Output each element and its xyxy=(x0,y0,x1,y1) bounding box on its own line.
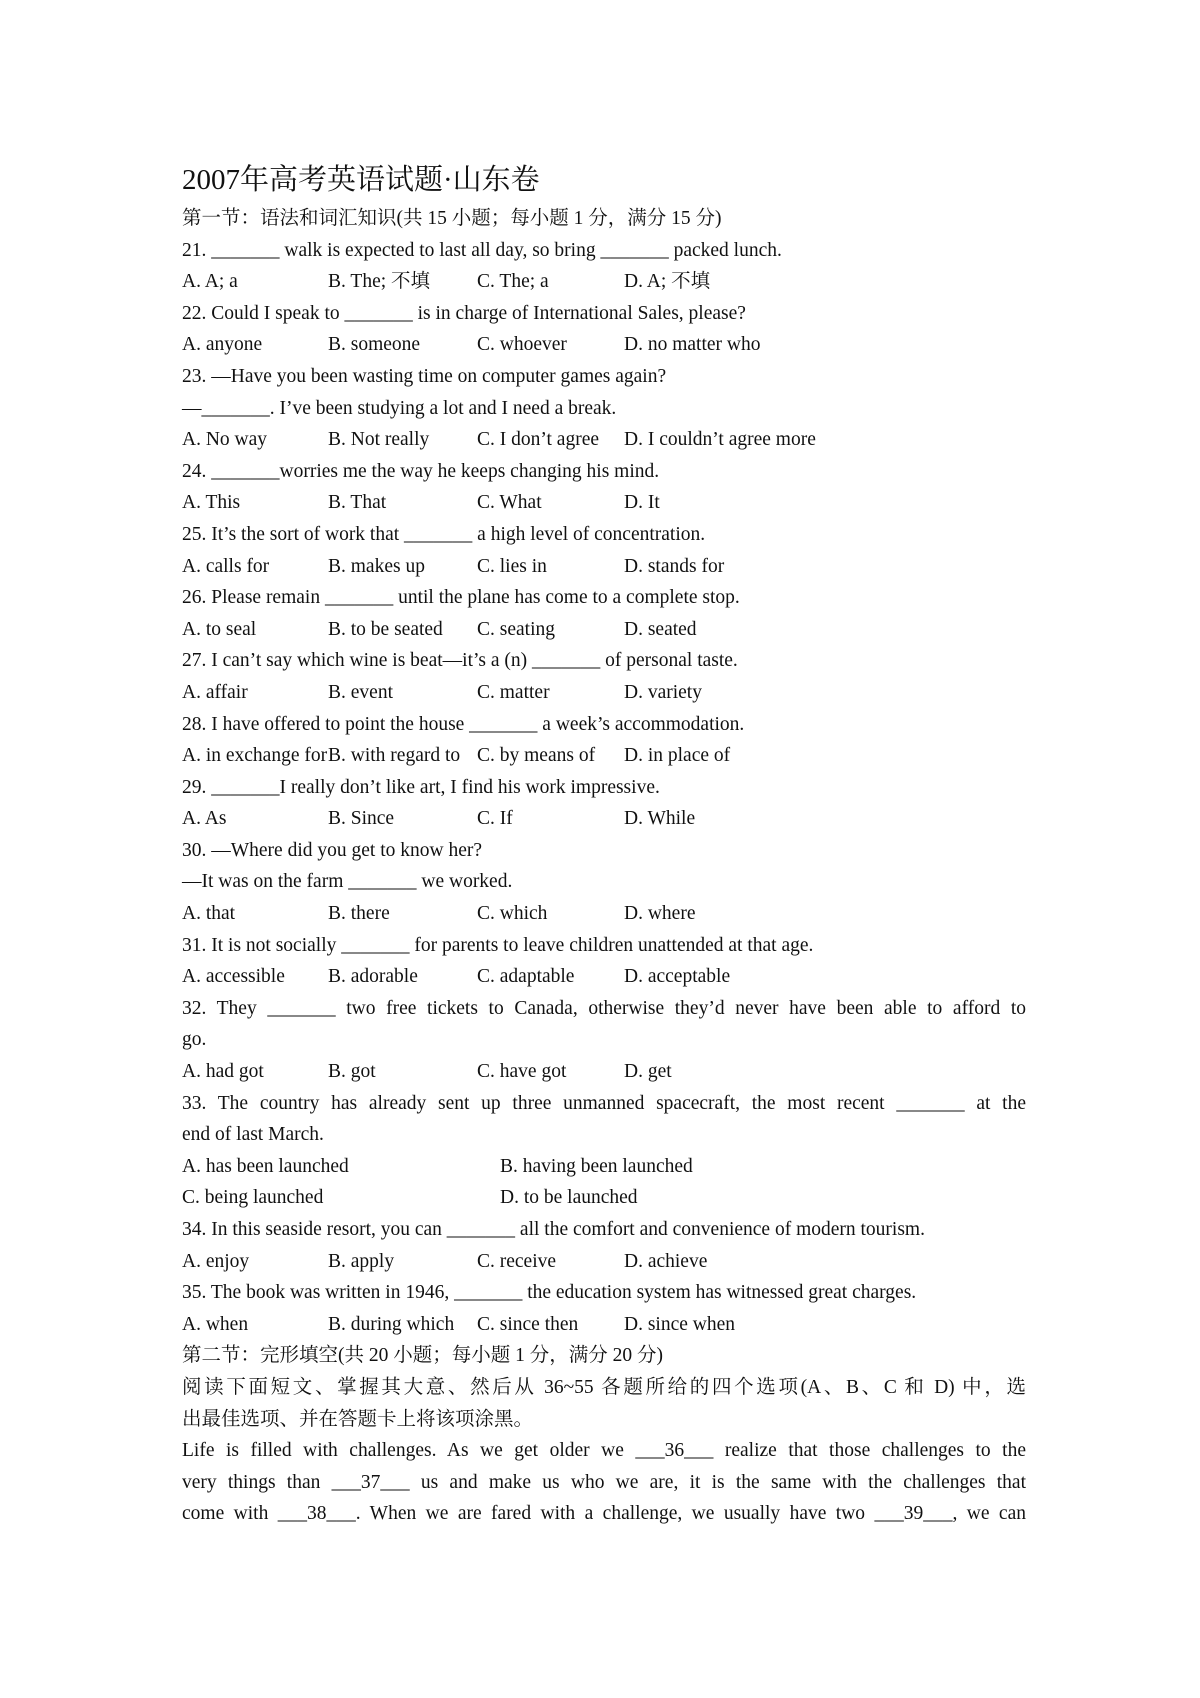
options-row xyxy=(182,740,1026,772)
passage-line-1: Life is filled with challenges. As we get older we ___36___ realize that those challenges to the xyxy=(182,1440,1026,1462)
option-b[interactable]: B. there xyxy=(328,903,390,925)
option-a[interactable]: A. No way xyxy=(182,429,268,451)
option-b[interactable]: B. got xyxy=(328,1061,376,1083)
option-d[interactable]: D. acceptable xyxy=(624,966,731,988)
question-stem: 27. I can’t say which wine is beat—it’s a (n) _______ of personal taste. xyxy=(182,650,738,672)
option-c[interactable]: C. by means of xyxy=(477,745,596,767)
options-row xyxy=(182,1246,1026,1278)
option-c[interactable]: C. matter xyxy=(477,681,550,703)
question-28 xyxy=(182,709,1026,772)
option-c[interactable]: C. seating xyxy=(477,618,555,640)
question-list xyxy=(182,235,1026,1341)
option-d[interactable]: D. no matter who xyxy=(624,334,761,356)
options-row xyxy=(182,424,1026,456)
question-30 xyxy=(182,835,1026,930)
question-34 xyxy=(182,1214,1026,1277)
option-b[interactable]: B. makes up xyxy=(328,555,425,577)
options-row xyxy=(182,1309,1026,1341)
options-row xyxy=(182,677,1026,709)
option-d[interactable]: D. since when xyxy=(624,1313,736,1335)
option-c[interactable]: C. whoever xyxy=(477,334,567,356)
option-d[interactable]: D. in place of xyxy=(624,745,731,767)
question-stem: 24. _______worries me the way he keeps changing his mind. xyxy=(182,460,660,482)
passage-line-3: come with ___38___. When we are fared with a challenge, we usually have two ___39___, we can xyxy=(182,1503,1026,1525)
option-c[interactable]: C. have got xyxy=(477,1061,567,1083)
question-stem: —_______. I’ve been studying a lot and I need a break. xyxy=(182,397,617,419)
options-row xyxy=(182,266,1026,298)
options-row xyxy=(182,551,1026,583)
option-b[interactable]: B. Since xyxy=(328,808,395,830)
option-b[interactable]: B. The; 不填 xyxy=(328,271,431,293)
option-d[interactable]: D. get xyxy=(624,1061,672,1083)
option-b[interactable]: B. having been launched xyxy=(500,1155,693,1177)
option-c[interactable]: C. I don’t agree xyxy=(477,429,600,451)
question-23 xyxy=(182,361,1026,456)
option-c[interactable]: C. What xyxy=(477,492,542,514)
question-31 xyxy=(182,930,1026,993)
question-27 xyxy=(182,645,1026,708)
option-b[interactable]: B. apply xyxy=(328,1250,395,1272)
option-b[interactable]: B. to be seated xyxy=(328,618,443,640)
question-29 xyxy=(182,772,1026,835)
option-b[interactable]: B. with regard to xyxy=(328,745,461,767)
option-b[interactable]: B. adorable xyxy=(328,966,418,988)
option-c[interactable]: C. since then xyxy=(477,1313,579,1335)
option-a[interactable]: A. in exchange for xyxy=(182,745,328,767)
instructions-line-1: 阅读下面短文、掌握其大意、然后从 36~55 各题所给的四个选项(A、B、C 和 D) 中，选 xyxy=(182,1376,1026,1398)
option-a[interactable]: A. has been launched xyxy=(182,1155,349,1177)
question-stem: go. xyxy=(182,1029,207,1051)
options-row xyxy=(182,614,1026,646)
question-32 xyxy=(182,993,1026,1088)
option-d[interactable]: D. A; 不填 xyxy=(624,271,711,293)
question-stem: 30. —Where did you get to know her? xyxy=(182,839,483,861)
option-d[interactable]: D. seated xyxy=(624,618,697,640)
question-stem: end of last March. xyxy=(182,1124,324,1146)
question-stem: 26. Please remain _______ until the plane has come to a complete stop. xyxy=(182,587,740,609)
option-a[interactable]: A. affair xyxy=(182,681,248,703)
page-title: 2007年高考英语试题·山东卷 xyxy=(182,164,540,196)
instructions-line-2: 出最佳选项、并在答题卡上将该项涂黑。 xyxy=(182,1408,534,1430)
options-row xyxy=(182,329,1026,361)
question-stem: 34. In this seaside resort, you can _______ all the comfort and convenience of modern tourism. xyxy=(182,1219,925,1240)
options-row xyxy=(182,961,1026,993)
option-a[interactable]: A. anyone xyxy=(182,334,263,356)
question-26 xyxy=(182,582,1026,645)
section2-heading: 第二节：完形填空(共 20 小题；每小题 1 分，满分 20 分) xyxy=(182,1345,663,1367)
question-stem: 25. It’s the sort of work that _______ a high level of concentration. xyxy=(182,523,706,545)
option-d[interactable]: D. achieve xyxy=(624,1250,708,1272)
option-c[interactable]: C. If xyxy=(477,808,513,830)
question-stem: 22. Could I speak to _______ is in charge of International Sales, please? xyxy=(182,302,746,324)
option-b[interactable]: B. someone xyxy=(328,334,421,356)
exam-content xyxy=(182,160,1026,1530)
question-35 xyxy=(182,1277,1026,1340)
option-d[interactable]: D. to be launched xyxy=(500,1187,638,1209)
question-33 xyxy=(182,1088,1026,1214)
option-c[interactable]: C. adaptable xyxy=(477,966,575,988)
option-a[interactable]: A. when xyxy=(182,1313,249,1335)
option-b[interactable]: B. during which xyxy=(328,1313,455,1335)
question-stem: 35. The book was written in 1946, _______ the education system has witnessed great charges. xyxy=(182,1282,917,1304)
option-d[interactable]: D. where xyxy=(624,903,696,925)
option-d[interactable]: D. variety xyxy=(624,681,702,703)
options-row xyxy=(182,1151,1026,1183)
options-row xyxy=(182,1182,1026,1214)
question-stem: 31. It is not socially _______ for parents to leave children unattended at that age. xyxy=(182,934,814,956)
options-row xyxy=(182,803,1026,835)
option-a[interactable]: A. A; a xyxy=(182,271,238,293)
question-25 xyxy=(182,519,1026,582)
option-a[interactable]: A. calls for xyxy=(182,555,270,577)
question-stem: 23. —Have you been wasting time on computer games again? xyxy=(182,365,667,387)
option-a[interactable]: A. This xyxy=(182,492,241,514)
option-c[interactable]: C. which xyxy=(477,903,548,925)
question-22 xyxy=(182,298,1026,361)
question-stem: 32. They _______ two free tickets to Canada, otherwise they’d never have been able to afford to xyxy=(182,997,1026,1019)
option-b[interactable]: B. event xyxy=(328,681,393,703)
options-row xyxy=(182,487,1026,519)
option-a[interactable]: A. had got xyxy=(182,1061,264,1083)
option-a[interactable]: A. that xyxy=(182,903,236,925)
question-stem: 21. _______ walk is expected to last all day, so bring _______ packed lunch. xyxy=(182,239,782,261)
option-d[interactable]: D. While xyxy=(624,808,696,830)
option-b[interactable]: B. That xyxy=(328,492,387,514)
question-stem: 29. _______I really don’t like art, I find his work impressive. xyxy=(182,776,660,798)
option-a[interactable]: A. to seal xyxy=(182,618,257,640)
options-row xyxy=(182,1056,1026,1088)
option-c[interactable]: C. being launched xyxy=(182,1187,324,1209)
question-stem: 33. The country has already sent up three unmanned spacecraft, the most recent _______ at the xyxy=(182,1092,1026,1114)
question-24 xyxy=(182,456,1026,519)
option-c[interactable]: C. The; a xyxy=(477,271,549,293)
option-a[interactable]: A. As xyxy=(182,808,227,830)
passage-line-2: very things than ___37___ us and make us who we are, it is the same with the challenges that xyxy=(182,1471,1026,1493)
section1-heading: 第一节：语法和词汇知识(共 15 小题；每小题 1 分，满分 15 分) xyxy=(182,208,722,229)
question-stem: 28. I have offered to point the house _______ a week’s accommodation. xyxy=(182,713,745,735)
option-c[interactable]: C. lies in xyxy=(477,555,547,577)
option-a[interactable]: A. accessible xyxy=(182,966,285,988)
option-d[interactable]: D. It xyxy=(624,492,660,514)
option-b[interactable]: B. Not really xyxy=(328,429,430,451)
options-row xyxy=(182,898,1026,930)
option-d[interactable]: D. I couldn’t agree more xyxy=(624,429,816,451)
option-d[interactable]: D. stands for xyxy=(624,555,725,577)
question-21 xyxy=(182,235,1026,298)
option-a[interactable]: A. enjoy xyxy=(182,1250,250,1272)
question-stem: —It was on the farm _______ we worked. xyxy=(182,871,513,893)
option-c[interactable]: C. receive xyxy=(477,1250,557,1272)
